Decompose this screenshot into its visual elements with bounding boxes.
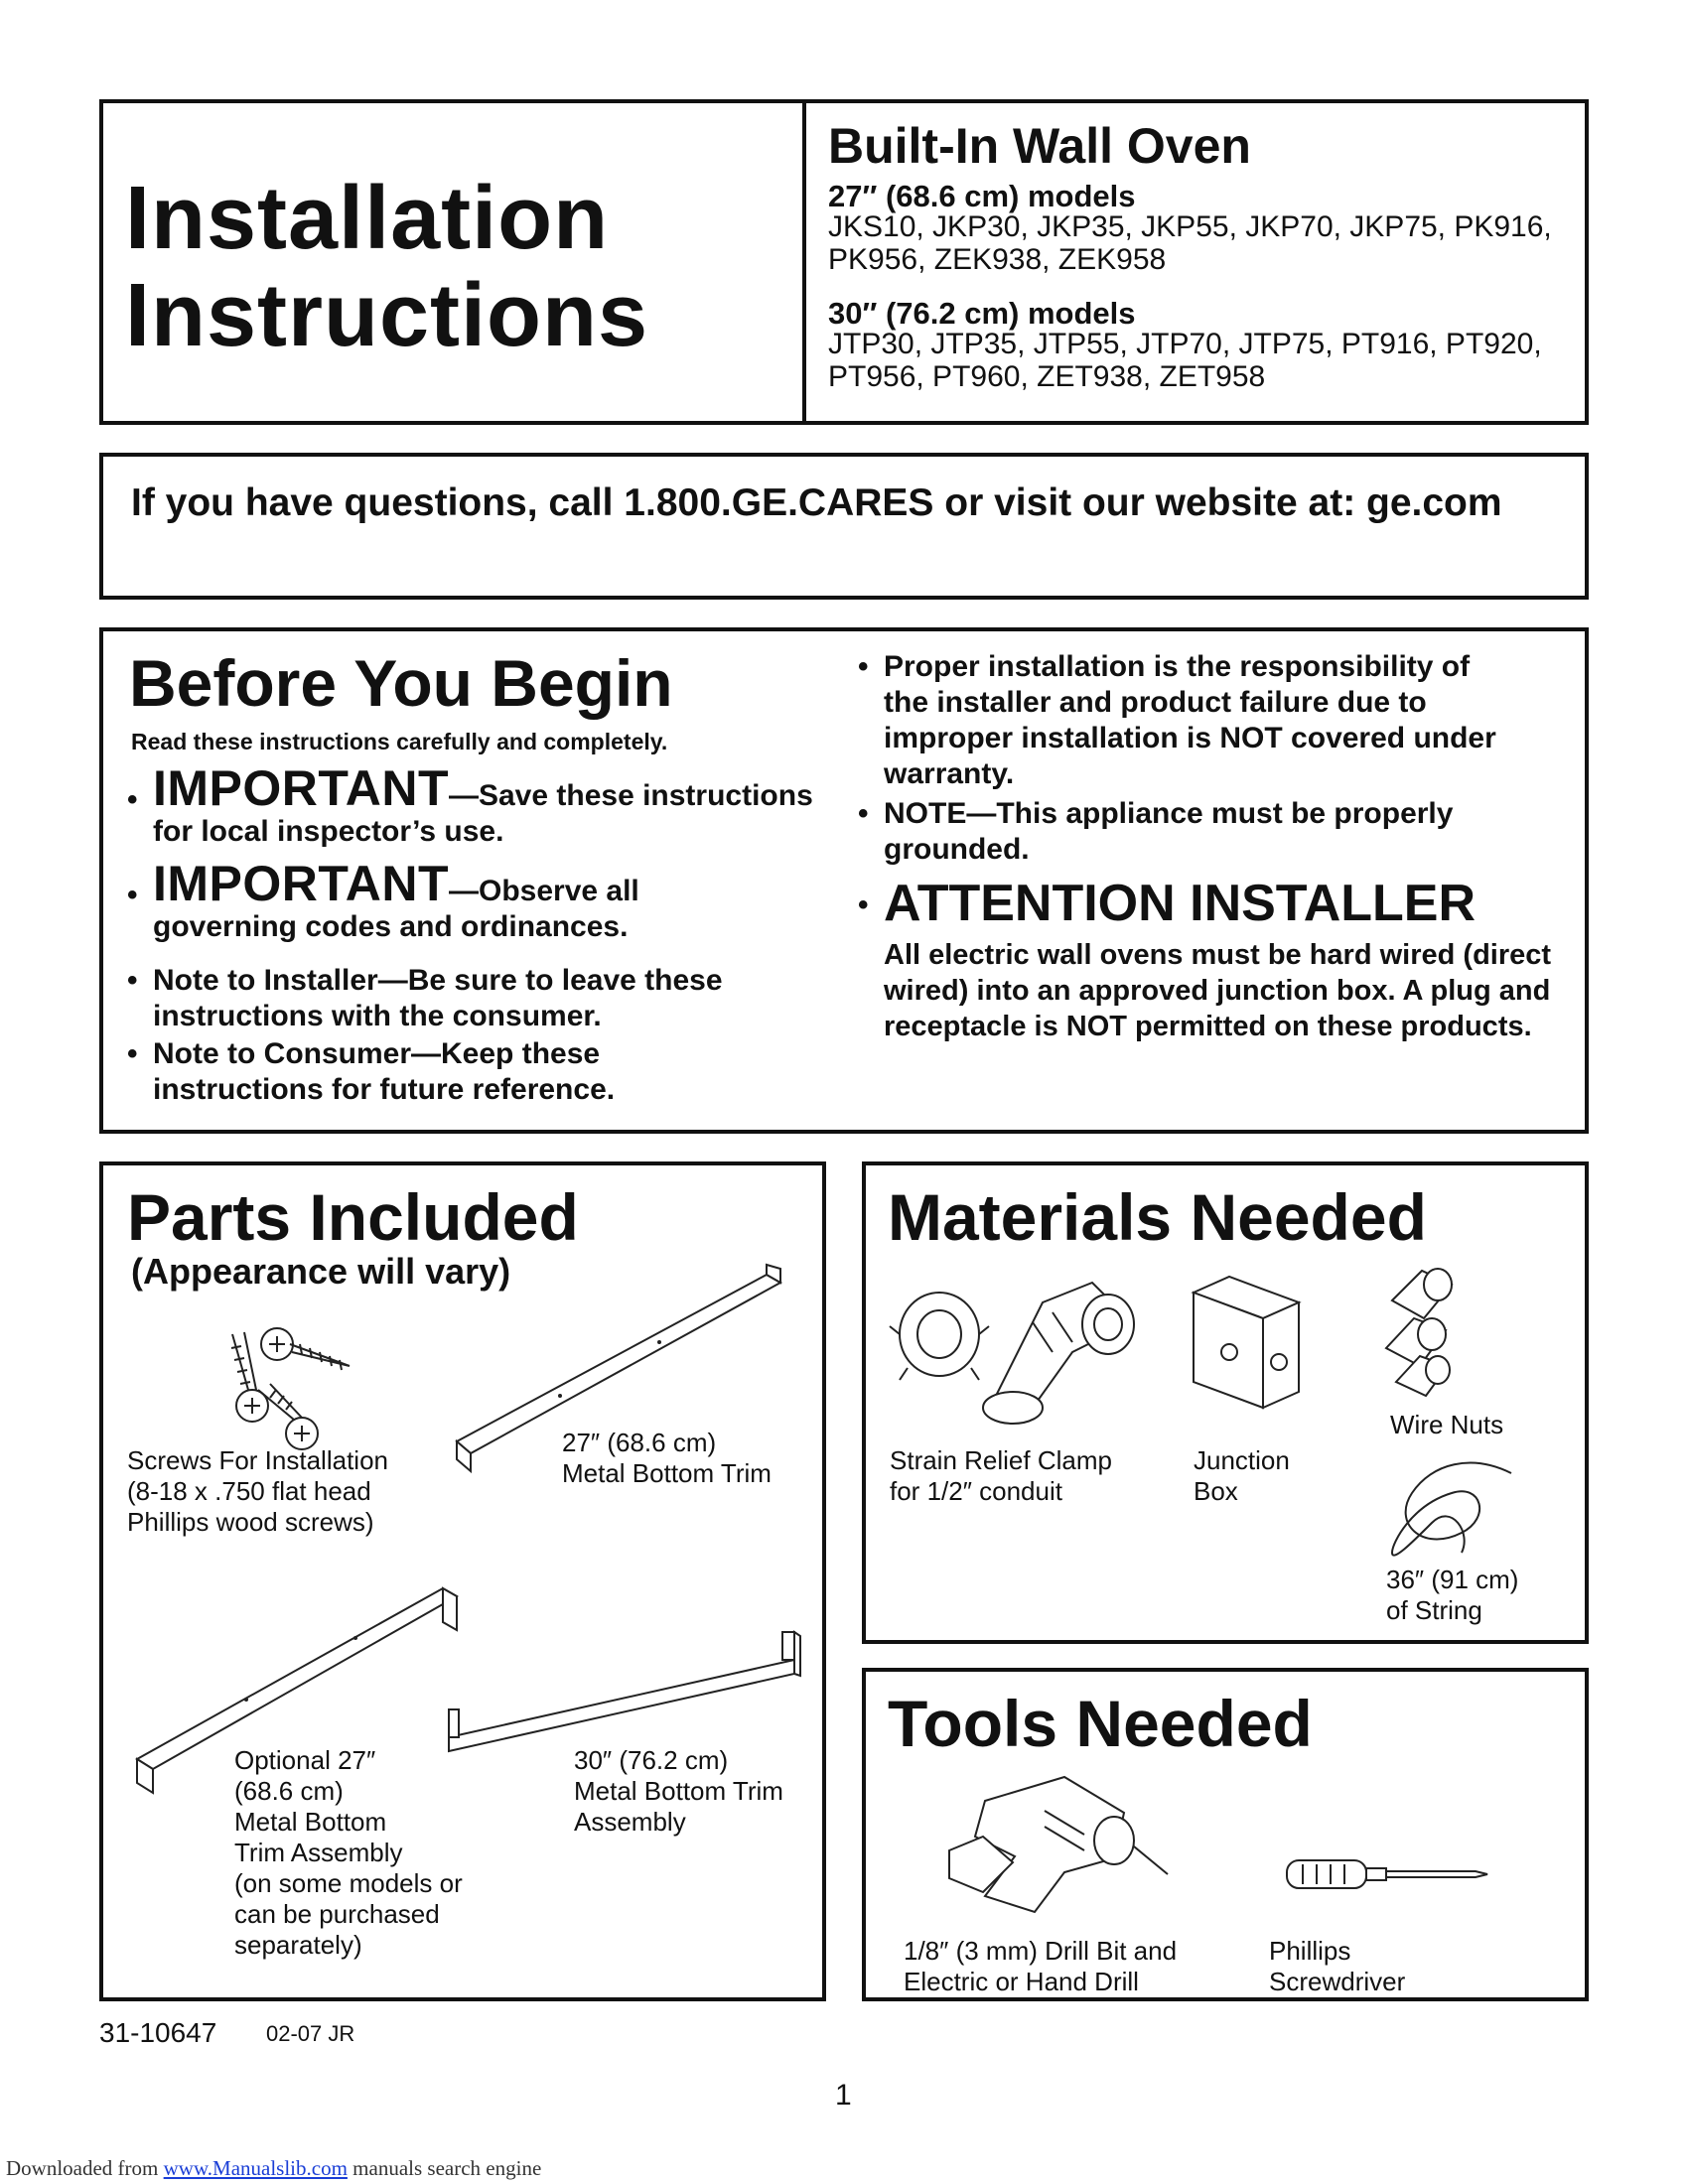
manualslib-link[interactable]: www.Manualslib.com: [163, 2156, 348, 2180]
attention-installer-title: ATTENTION INSTALLER: [884, 875, 1477, 932]
grounded-text: NOTE—This appliance must be properly grounded.: [884, 797, 1454, 866]
screws-caption: Screws For Installation (8-18 x .750 flat head Phillips wood screws): [127, 1445, 388, 1537]
models-30-heading: 30″ (76.2 cm) models: [828, 296, 1136, 331]
parts-included-subtitle: (Appearance will vary): [131, 1251, 511, 1292]
models-27-list: JKS10, JKP30, JKP35, JKP55, JKP70, JKP75, PK916, PK956, ZEK938, ZEK958: [828, 210, 1552, 276]
responsibility-text: Proper installation is the responsibility of the installer and product failure due to improper installation is NOT covered under warranty.: [884, 650, 1496, 790]
models-27-heading: 27″ (68.6 cm) models: [828, 179, 1136, 213]
parts-included-title: Parts Included: [127, 1180, 579, 1254]
wire-nuts-icon: [1382, 1261, 1491, 1400]
drill-icon: [945, 1771, 1174, 1920]
string-icon: [1372, 1453, 1521, 1563]
before-you-begin-title: Before You Begin: [129, 646, 673, 720]
important-label: IMPORTANT: [153, 856, 449, 911]
product-name: Built-In Wall Oven: [828, 118, 1251, 174]
trim-30-caption: 30″ (76.2 cm) Metal Bottom Trim Assembly: [574, 1745, 783, 1837]
materials-needed-title: Materials Needed: [888, 1180, 1427, 1254]
models-30-list: JTP30, JTP35, JTP55, JTP70, JTP75, PT916, PT920, PT956, PT960, ZET938, ZET958: [828, 328, 1542, 393]
attention-installer-text: All electric wall ovens must be hard wired (direct wired) into an approved junction box. A plug and receptacle is NOT permitted on these products.: [884, 939, 1552, 1042]
title-divider: [802, 103, 806, 421]
document-title-line1: Installation: [125, 169, 610, 268]
parts-included-section: [99, 1161, 826, 2001]
junction-box-icon: [1190, 1273, 1309, 1412]
optional-trim-caption: Optional 27″ (68.6 cm) Metal Bottom Trim Assembly (on some models or can be purchased separately): [234, 1745, 463, 1960]
questions-banner: [99, 453, 1589, 600]
junction-box-caption: Junction Box: [1194, 1445, 1290, 1506]
wire-nuts-caption: Wire Nuts: [1390, 1410, 1504, 1439]
strain-relief-clamp-caption: Strain Relief Clamp for 1/2″ conduit: [890, 1445, 1112, 1506]
tools-needed-section: [862, 1668, 1589, 2001]
document-date: 02-07 JR: [266, 2021, 355, 2046]
screwdriver-caption: Phillips Screwdriver: [1269, 1936, 1406, 1996]
before-you-begin-intro: Read these instructions carefully and completely.: [131, 729, 668, 754]
note-installer-text: Note to Installer—Be sure to leave these instructions with the consumer.: [153, 964, 723, 1032]
trim-27-caption: 27″ (68.6 cm) Metal Bottom Trim: [562, 1428, 772, 1488]
string-caption: 36″ (91 cm) of String: [1386, 1565, 1519, 1625]
document-code: 31-10647: [99, 2017, 217, 2048]
important-label: IMPORTANT: [153, 760, 449, 816]
document-title-line2: Instructions: [125, 266, 649, 365]
note-consumer-text: Note to Consumer—Keep these instructions for future reference.: [153, 1037, 616, 1106]
important-save-text: —Save these instructions for local inspector’s use.: [153, 779, 813, 848]
materials-needed-section: [862, 1161, 1589, 1644]
page-number: 1: [835, 2079, 852, 2112]
questions-text: If you have questions, call 1.800.GE.CARES or visit our website at: ge.com: [131, 481, 1502, 524]
before-you-begin-section: Before You Begin Read these instructions carefully and completely. • IMPORTANT—Save these instructions for local inspector’s use. • IMPORTANT—Observe all governing codes and ordinances. • Note to Installer—Be sure to leave these instructions with the consumer. • Note to Consumer—Keep these instructions for future reference. • Proper installation is the responsibility of the installer and product failure due to improper installation is NOT covered under warranty. • NOTE—This appliance must be properly grounded. • ATTENTION INSTALLER All electric wall ovens must be hard wired (direct wired) into an approved junction box. A plug and receptacle is NOT permitted on these products.: [99, 627, 1589, 1134]
strain-relief-clamp-icon: [884, 1273, 1162, 1432]
download-note: Downloaded from www.Manualslib.com manuals search engine: [6, 2156, 542, 2180]
screwdriver-icon: [1283, 1854, 1491, 1894]
drill-caption: 1/8″ (3 mm) Drill Bit and Electric or Hand Drill: [904, 1936, 1178, 1996]
title-block: [99, 99, 1589, 425]
important-observe-text: —Observe all governing codes and ordinances.: [153, 875, 639, 943]
trim-bar-30-icon: [441, 1626, 808, 1765]
tools-needed-title: Tools Needed: [888, 1687, 1313, 1760]
